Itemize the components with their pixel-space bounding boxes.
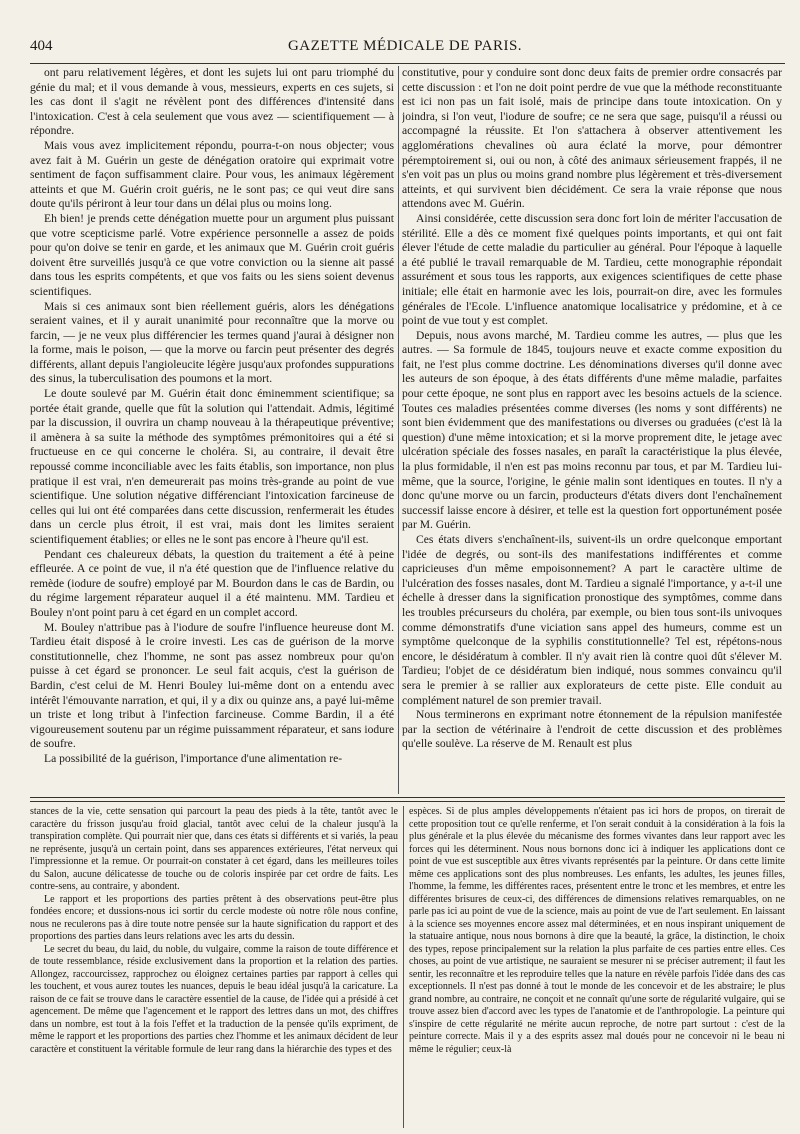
feuilleton-rule-double (30, 801, 785, 802)
paragraph: Mais vous avez implicitement répondu, pourra-t-on nous objecter; vous avez fait à M. Guérin un geste de dénégation oratoire qui exprimait votre sentiment de façon suffisamment claire. Pour vous, les animaux légèrement atteints et que M. Guérin croit guéris, ne le sont pas; ce qui veut dire sans doute qu'ils périront à leur tour dans un délai plus ou moins long. (30, 138, 394, 211)
article-column-left (30, 66, 394, 794)
article-column-right (402, 66, 782, 794)
column-divider (403, 806, 404, 1128)
feuilleton-rule (30, 797, 785, 798)
paragraph: M. Bouley n'attribue pas à l'iodure de soufre l'influence heureuse dont M. Tardieu était disposé à le croire investi. Les cas de guérison de la morve constitutionnelle, chez l'homme, ne sont pas assez nombreux pour qu'on puisse à cet égard se prononcer. Le seul fait acquis, c'est la guérison de Bardin, c'est celui de M. Henri Bouley lui-même dont on a entendu avec intérêt l'émouvante narration, et qui, il y a dix ou quinze ans, a payé lui-même un triste et long tribut à l'infection farcineuse. Comme Bardin, il a été vigoureusement soutenu par un régime puissamment réparateur, et sans iodure de soufre. (30, 620, 394, 751)
paragraph: Nous terminerons en exprimant notre étonnement de la répulsion manifestée par la section de vétérinaire à l'endroit de cette discussion et des problèmes qu'elle soulève. La réserve de M. Renault est plus (402, 708, 782, 751)
paragraph: Eh bien! je prends cette dénégation muette pour un argument plus puissant que votre scepticisme parlé. Votre expérience personnelle a assez de poids pour qu'on doive se tenir en garde, et les animaux que M. Guérin croit guéris doivent être surveillés jusqu'à ce que votre conviction ou la sienne ait passé dans tous les esprits compétents, et que vos faits ou les siens soient devenus scientifiques. (30, 211, 394, 298)
paragraph: Pendant ces chaleureux débats, la question du traitement a été à peine effleurée. A ce point de vue, il n'a été question que de l'influence relative du remède (iodure de soufre) employé par M. Bourdon dans le cas de Bardin, ou du régime largement réparateur auquel il a été maintenu. MM. Tardieu et Bouley n'ont point paru à cet égard en un complet accord. (30, 547, 394, 619)
paragraph: Le doute soulevé par M. Guérin était donc éminemment scientifique; sa portée était grande, quelle que fût la solution qui l'attendait. Admis, légitimé par la discussion, il ouvrira un champ nouveau à la thérapeutique préventive; il amènera à sa suite la méthode des symptômes prémonitoires qui a été si fructueuse en ce qui concerne le choléra. Si, au contraire, il devait être repoussé comme inconciliable avec les faits établis, son importance, non plus pratique il est vrai, n'en demeurerait pas moins très-grande au point de vue scientifique. Une solution négative différenciant l'intoxication farcineuse de celles qui lui ont été comparées dans cette discussion, renfermerait les études dans un cercle plus étroit, il est vrai, mais dont les limites seraient scientifiquement établies; or elles ne le sont pas encore à l'heure qu'il est. (30, 387, 394, 546)
paragraph: espèces. Si de plus amples développements n'étaient pas ici hors de propos, on tirerait de cette proposition tout ce qu'elle renferme, et l'on serait conduit à la considération à la fois la plus générale et la plus élevée du mécanisme des formes vivantes dans leur rapport avec les forces qui les déterminent. Nous nous bornons donc ici à indiquer les applications dont ce point de vue est susceptible aux êtres vivants représentés par la peinture. Or dans cette limite même ces applications sont des plus nombreuses. Les enfants, les adultes, les jeunes filles, l'homme, la femme, les différentes races, présentent entre le tronc et les membres, et entre les différentes brisures de ceux-ci, des différences de dimensions relatives remarquables, on ne parle pas ici au point de vue de la science, mais au point de vue de l'art seulement. En laissant à la science ses moyennes encore assez mal déterminées, et en nous inspirant uniquement de la statuaire antique, nous nous bornons à dire que la beauté, la grâce, la distinction, le choix des types, repose principalement sur la relation la plus parfaite de ces parties entre elles. Ces choses, au point de vue artistique, ne sauraient se mesurer ni se préciser autrement; il faut les sentir, les reconnaître et les reproduire telles que la nature en révèle parfois l'idée dans des cas exceptionnels. Il n'est pas donné à tout le monde de les concevoir et de les abstraire; le plus grand nombre, au contraire, ne conçoit et ne connaît qu'une sorte de régularité vulgaire, qui se trouve assez bien d'accord avec les types de l'anatomie et de l'anthropologie. La peinture qui s'inspire de cette régularité ne mérite aucun reproche, de notre part surtout : c'est de la peinture correcte. Mais il y a des esprits assez mal doués pour ne concevoir ni le beau ni même le régulier; ceux-là (409, 806, 785, 1055)
paragraph: ont paru relativement légères, et dont les sujets lui ont paru triomphé du génie du mal; et il vous demande à vous, messieurs, experts en ces sujets, si les cas dont il s'agit ne révèlent pont des différences d'intensité dans l'intoxication. C'est à cela seulement que vous avez — scientifiquement — à répondre. (30, 66, 394, 138)
journal-title: GAZETTE MÉDICALE DE PARIS. (287, 38, 523, 54)
paragraph: Depuis, nous avons marché, M. Tardieu comme les autres, — plus que les autres. — Sa formule de 1845, toujours neuve et exacte comme exposition du fait, ne l'est plus comme doctrine. Les dénominations diverses qu'il donne avec les auteurs de son époque, à des états différents d'une même maladie, parfaites pour cette époque, ne sont plus en rapport avec les besoins actuels de la science. Toutes ces maladies présentées comme diverses (les noms y sont différents) ne sont bien évidemment que des manifestations ou diverses ou graduées (c'est là la question) d'une même intoxication; et si la morve proprement dite, le jetage avec ulcération spéciale des fosses nasales, en paraît la caractéristique la plus élevée, la plus formidable, il n'en est pas moins reconnu par tous, et par M. Tardieu lui-même, que la source, l'origine, le génie malin sont identiques en toutes. Il n'y a donc qu'une morve ou un farcin, producteurs d'états divers dont l'enchaînement successif laisse encore à désirer, et telle est la question fort opportunément posée par M. Guérin. (402, 328, 782, 532)
paragraph: Le rapport et les proportions des parties prêtent à des observations peut-être plus fondées encore; et dussions-nous ici sortir du cercle modeste où notre rôle nous confine, nous ne reculerons pas à dire toute notre pensée sur la haute signification du rapport et des proportions des parties dans leurs relations avec les arts du dessin. (30, 893, 398, 942)
header-rule (30, 63, 785, 64)
feuilleton-column-left (30, 806, 398, 1128)
paragraph: constitutive, pour y conduire sont donc deux faits de premier ordre consacrés par cette discussion : et l'on ne doit point perdre de vue que la méthode reconstituante est ici non pas un fait isolé, mais de principe dans toute intoxication. On y joindra, si l'on veut, l'iodure de soufre; ce ne sera que sage, puisqu'il a réussi ou accompagné la réussite. Et l'on s'attachera à observer attentivement les agglomérations chevalines où aura éclaté la morve, pour démontrer péremptoirement si, oui ou non, à côté des animaux sérieusement frappés, il ne s'en voit pas un plus ou moins grand nombre plus légèrement et très-diversement atteints, et qui survivent bien décidément. Ce sera la vraie réponse que nous attendons avec M. Guérin. (402, 66, 782, 211)
page-number: 404 (30, 38, 53, 54)
page-header (30, 38, 780, 60)
feuilleton-column-right (409, 806, 785, 1128)
column-divider (398, 66, 399, 794)
paragraph: La possibilité de la guérison, l'importance d'une alimentation re- (44, 751, 343, 765)
paragraph: Ces états divers s'enchaînent-ils, suivent-ils un ordre quelconque emportant l'idée de degrés, ou sont-ils des manifestations indifférentes et comme capricieuses d'un même empoisonnement? A part le caractère ultime de l'ulcération des fosses nasales, dont M. Tardieu a signalé l'importance, y a-t-il une échelle à dresser dans la signification pronostique des symptômes, comme dans les troubles précurseurs du choléra, par exemple, ou bien tous sont-ils univoques comme démonstratifs d'une viciation sans appel des humeurs, comme est un symptôme quelconque de la syphilis constitutionnelle? Tel est, répétons-nous encore, le désidératum à combler. Il n'y avait rien là contre quoi dût s'élever M. Tardieu; l'objet de ce désidératum bien indiqué, nous sommes convaincu qu'il sera le premier à se rallier aux explorateurs de cette piste. Elle conduit au complément naturel de son premier travail. (402, 533, 782, 707)
paragraph: stances de la vie, cette sensation qui parcourt la peau des pieds à la tête, tantôt avec le caractère du frisson jusqu'au froid glacial, tantôt avec celui de la chaleur jusqu'à la transpiration complète. Qui pourrait nier que, dans ces états si différents et si variés, la peau ne représente, jusqu'à un certain point, dans ses apparences extérieures, l'état nerveux qui l'impressionne et la remue. Or pourrait-on constater à cet égard, dans les meilleures toiles du Salon, aucune délicatesse de touche ou de coloris inspirée par cet ordre de faits. Les contre-sens, au contraire, y abondent. (30, 806, 398, 892)
paragraph: Mais si ces animaux sont bien réellement guéris, alors les dénégations seraient vaines, et il y aurait unanimité pour reconnaître que la morve ou farcin, — je ne veux plus différencier les termes quand j'aurai à désigner non la forme, mais le poison, — que la morve ou farcin peut présenter des degrés différents, allant depuis l'angioleucite légère jusqu'aux profondes suppurations des sinus, la tuberculisation des poumons et la mort. (30, 299, 394, 386)
paragraph: Ainsi considérée, cette discussion sera donc fort loin de mériter l'accusation de stérilité. Elle a dès ce moment fixé quelques points importants, et qui ont fait élever l'étude de cette maladie du particulier au général. Pour l'époque à laquelle a été publié le travail remarquable de M. Tardieu, cette monographie répondait assurément et sous tous les rapports, aux exigences scientifiques de cette phase initiale; elle était en harmonie avec les lois, pourrait-on dire, avec les formules générales de l'Ecole. L'influence anatomique localisatrice y prédomine, et à ce point de vue tout y est complet. (402, 211, 782, 328)
paragraph: Le secret du beau, du laid, du noble, du vulgaire, comme la raison de toute différence et de toute ressemblance, réside exclusivement dans la proportion et la relation des parties. Allongez, raccourcissez, rapprochez ou éloignez certaines parties par rapport à celles qui les touchent, et vous aurez toutes les nuances, depuis le beau idéal jusqu'à la caricature. La raison de ce fait se trouve dans le caractère essentiel de la cause, de l'idée qui a présidé à cet agencement. De même que l'agencement et le rapport des lettres dans un mot, des chiffres dans un nombre, est tout à la fois l'effet et la traduction de la pensée qu'ils expriment, de même le rapport et les proportions des parties chez l'homme et les animaux décident de leur caractère et constituent la véritable formule de leur rang dans la hiérarchie des types et des (30, 943, 398, 1055)
